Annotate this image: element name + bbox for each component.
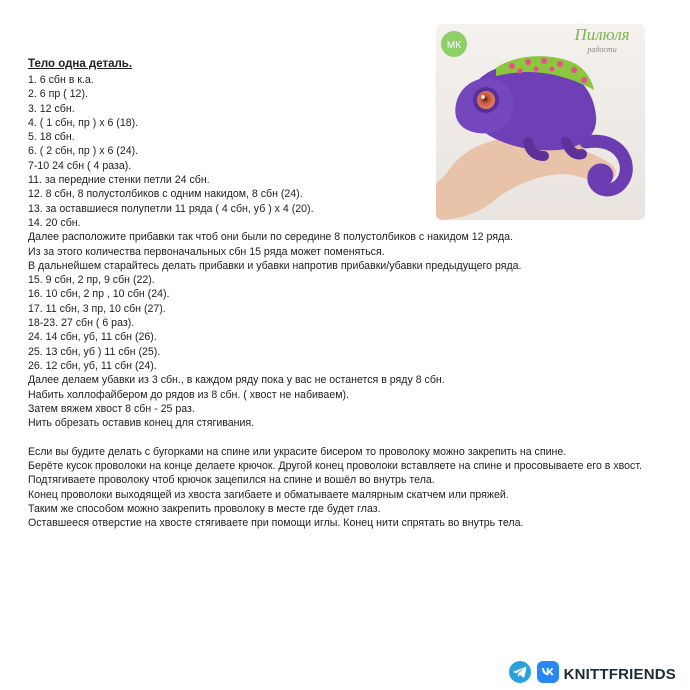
- instruction-line: 1. 6 сбн в к.а.: [28, 74, 94, 86]
- instruction-line: 13. за оставшиеся полупетли 11 ряда ( 4 сбн, уб ) х 4 (20).: [28, 202, 314, 215]
- instruction-line: 25. 13 сбн, уб ) 11 сбн (25).: [28, 345, 161, 358]
- paragraph-gap: [28, 430, 658, 444]
- photo-brand-sub: радости: [587, 45, 617, 54]
- note-line: Подтягиваете проволоку чтоб крючок зацепился на спине и вошёл во внутрь тела.: [28, 474, 435, 487]
- instruction-line: 16. 10 сбн, 2 пр , 10 сбн (24).: [28, 288, 170, 301]
- instruction-line: 11. за передние стенки петли 24 сбн.: [28, 174, 210, 187]
- telegram-icon: [508, 660, 532, 689]
- instruction-line: 15. 9 сбн, 2 пр, 9 сбн (22).: [28, 274, 155, 287]
- instruction-line: 17. 11 сбн, 3 пр, 10 сбн (27).: [28, 302, 166, 315]
- instruction-line: 2. 6 пр ( 12).: [28, 88, 88, 101]
- section-title: Тело одна деталь.: [28, 58, 133, 70]
- instruction-line: В дальнейшем старайтесь делать прибавки и убавки напротив прибавки/убавки предыдущего ряда.: [28, 259, 522, 272]
- note-line: Берёте кусок проволоки на конце делаете крючок. Другой конец проволоки вставляете на спине и просовываете его в хвост.: [28, 460, 642, 473]
- instruction-line: 5. 18 сбн.: [28, 131, 75, 144]
- note-line: Конец проволоки выходящей из хвоста загибаете и обматываете малярным скатчем или пряжей.: [28, 488, 509, 501]
- instruction-line: 3. 12 сбн.: [28, 102, 75, 115]
- instruction-line: 24. 14 сбн, уб, 11 сбн (26).: [28, 331, 157, 344]
- instruction-line: 7-10 24 сбн ( 4 раза).: [28, 159, 132, 172]
- instruction-line: 14. 20 сбн.: [28, 216, 81, 229]
- note-line: Оставшееся отверстие на хвосте стягиваете при помощи иглы. Конец нити спрятать во внутрь тела.: [28, 517, 524, 530]
- footer-brand-name: KNITTFRIENDS: [563, 665, 676, 683]
- instruction-line: Далее расположите прибавки так чтоб они были по середине 8 полустолбиков с накидом 12 ряда.: [28, 231, 514, 244]
- instruction-line: 4. ( 1 сбн, пр ) х 6 (18).: [28, 116, 139, 129]
- instruction-line: 6. ( 2 сбн, пр ) х 6 (24).: [28, 145, 139, 158]
- photo-brand: Пилюля: [574, 25, 630, 44]
- mk-badge-text: МК: [446, 40, 462, 51]
- instruction-line: Набить холлофайбером до рядов из 8 сбн. ( хвост не набиваем).: [28, 388, 349, 401]
- footer-brand: [508, 658, 676, 690]
- note-line: Таким же способом можно закрепить проволоку в месте где будет глаз.: [28, 502, 381, 515]
- instruction-line: Из за этого количества первоначальных сбн 15 ряда может поменяться.: [28, 245, 385, 258]
- mk-badge: [441, 31, 467, 57]
- instruction-line: 12. 8 сбн, 8 полустолбиков с одним накидом, 8 сбн (24).: [28, 188, 303, 201]
- instruction-line: Затем вяжем хвост 8 сбн - 25 раз.: [28, 402, 195, 415]
- instruction-line: 26. 12 сбн, уб, 11 сбн (24).: [28, 359, 157, 372]
- chameleon-toy-photo: [436, 24, 645, 220]
- instruction-line: 18-23. 27 сбн ( 6 раз).: [28, 317, 135, 330]
- vk-icon: [536, 660, 560, 689]
- instruction-line: Нить обрезать оставив конец для стягивания.: [28, 417, 255, 430]
- note-line: Если вы будите делать с бугорками на спине или украсите бисером то проволоку можно закрепить на спине.: [28, 445, 567, 458]
- instruction-line: Далее делаем убавки из 3 сбн., в каждом ряду пока у вас не останется в ряду 8 сбн.: [28, 374, 445, 387]
